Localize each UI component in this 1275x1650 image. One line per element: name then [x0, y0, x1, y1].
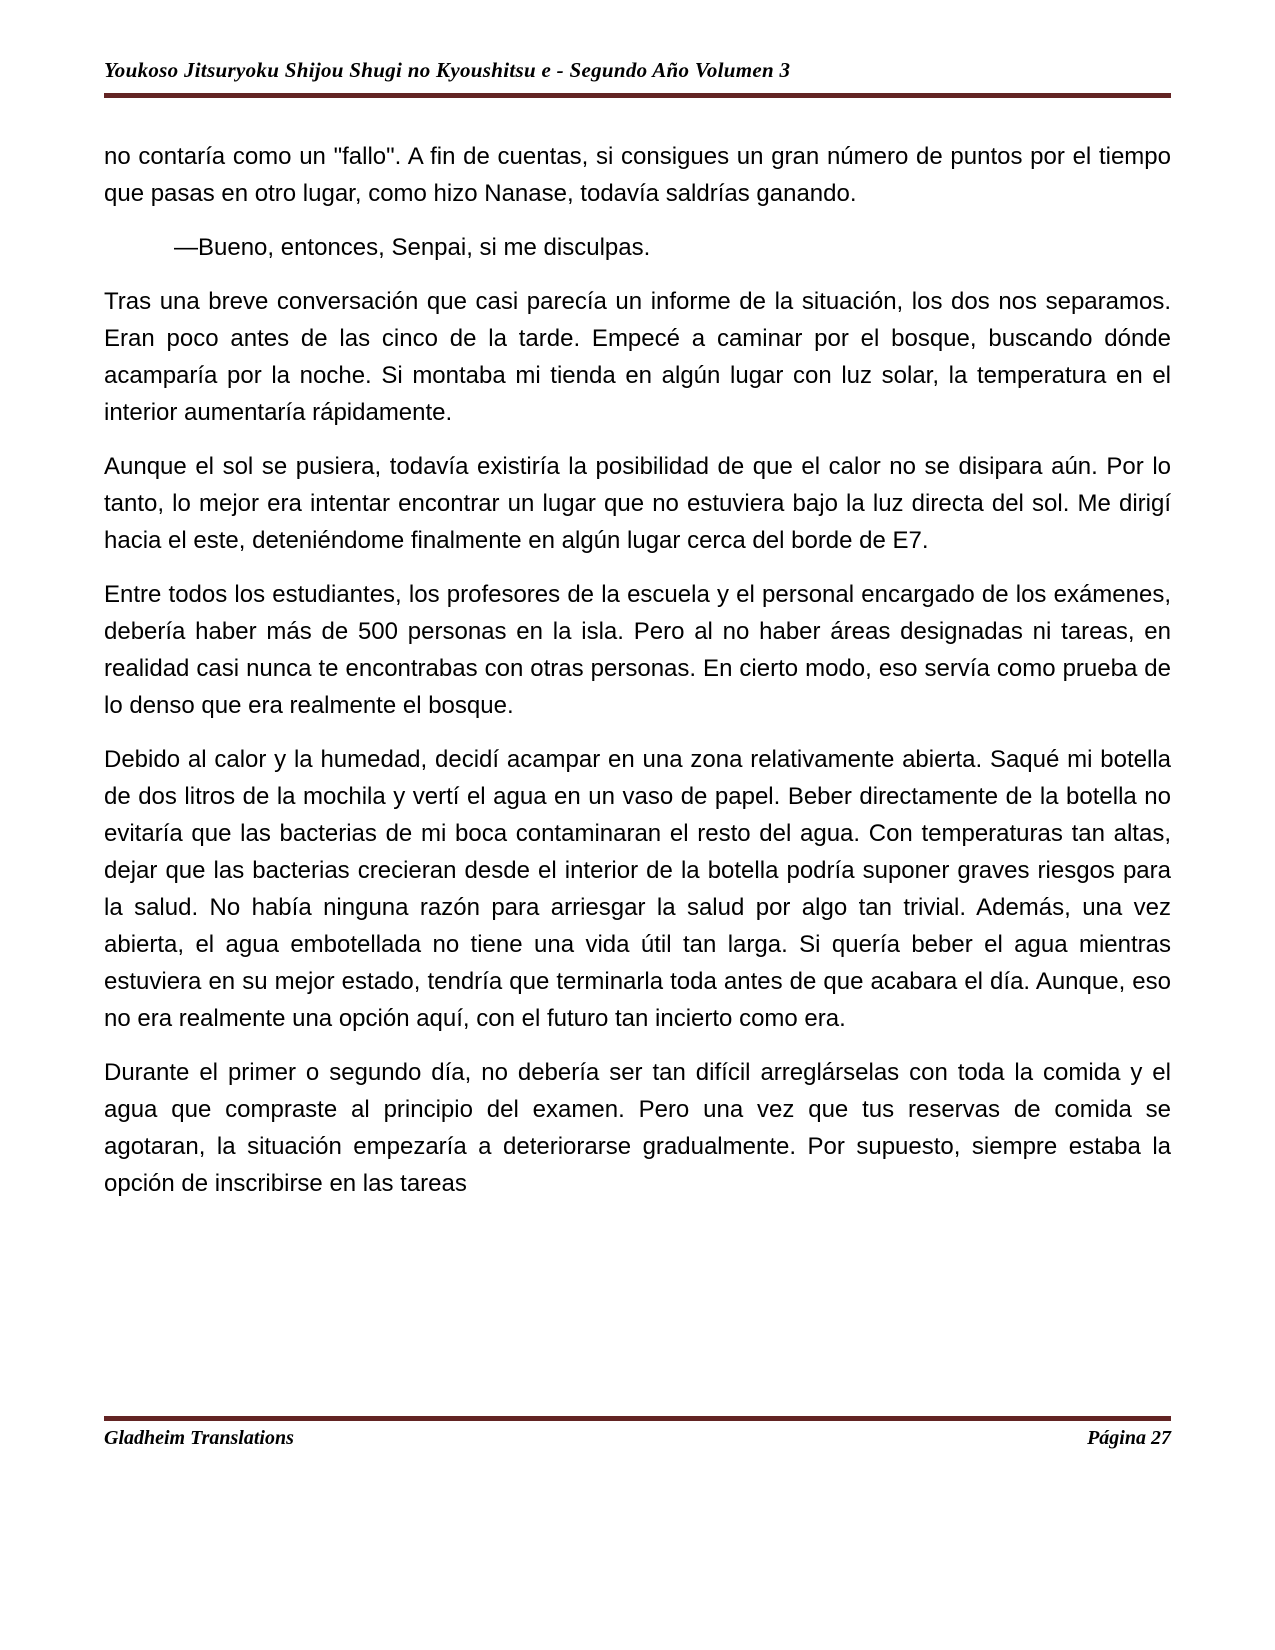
body-paragraph-1: no contaría como un "fallo". A fin de cuentas, si consigues un gran número de puntos por el tiempo que pasas en otro lugar, como hizo Nanase, todavía saldrías ganando.	[104, 143, 1171, 207]
body-paragraph-3: Tras una breve conversación que casi parecía un informe de la situación, los dos nos separamos. Eran poco antes de las cinco de la tarde. Empecé a caminar por el bosque, buscando dónde acamparía por la noche. Si montaba mi tienda en algún lugar con luz solar, la temperatura en el interior aumentaría rápidamente.	[104, 288, 1171, 426]
body-paragraph-7: Durante el primer o segundo día, no debería ser tan difícil arreglárselas con toda la comida y el agua que compraste al principio del examen. Pero una vez que tus reservas de comida se agotaran, la situación empezaría a deteriorarse gradualmente. Por supuesto, siempre estaba la opción de inscribirse en las tareas	[104, 1059, 1171, 1197]
page-header	[104, 58, 1171, 98]
page-body	[104, 138, 1171, 1219]
footer-page-number: Página 27	[1087, 1427, 1171, 1449]
footer-translator-credit: Gladheim Translations	[104, 1427, 294, 1449]
page-footer	[104, 1416, 1171, 1450]
page-header-title: Youkoso Jitsuryoku Shijou Shugi no Kyoushitsu e - Segundo Año Volumen 3	[104, 58, 791, 82]
body-paragraph-5: Entre todos los estudiantes, los profesores de la escuela y el personal encargado de los exámenes, debería haber más de 500 personas en la isla. Pero al no haber áreas designadas ni tareas, en realidad casi nunca te encontrabas con otras personas. En cierto modo, eso servía como prueba de lo denso que era realmente el bosque.	[104, 581, 1171, 719]
body-paragraph-6: Debido al calor y la humedad, decidí acampar en una zona relativamente abierta. Saqué mi botella de dos litros de la mochila y vertí el agua en un vaso de papel. Beber directamente de la botella no evitaría que las bacterias de mi boca contaminaran el resto del agua. Con temperaturas tan altas, dejar que las bacterias crecieran desde el interior de la botella podría suponer graves riesgos para la salud. No había ninguna razón para arriesgar la salud por algo tan trivial. Además, una vez abierta, el agua embotellada no tiene una vida útil tan larga. Si quería beber el agua mientras estuviera en su mejor estado, tendría que terminarla toda antes de que acabara el día. Aunque, eso no era realmente una opción aquí, con el futuro tan incierto como era.	[104, 746, 1171, 1032]
header-rule	[104, 93, 1171, 98]
body-paragraph-4: Aunque el sol se pusiera, todavía existiría la posibilidad de que el calor no se disipara aún. Por lo tanto, lo mejor era intentar encontrar un lugar que no estuviera bajo la luz directa del sol. Me dirigí hacia el este, deteniéndome finalmente en algún lugar cerca del borde de E7.	[104, 453, 1171, 554]
body-paragraph-2-dialogue: —Bueno, entonces, Senpai, si me disculpas.	[174, 234, 651, 261]
